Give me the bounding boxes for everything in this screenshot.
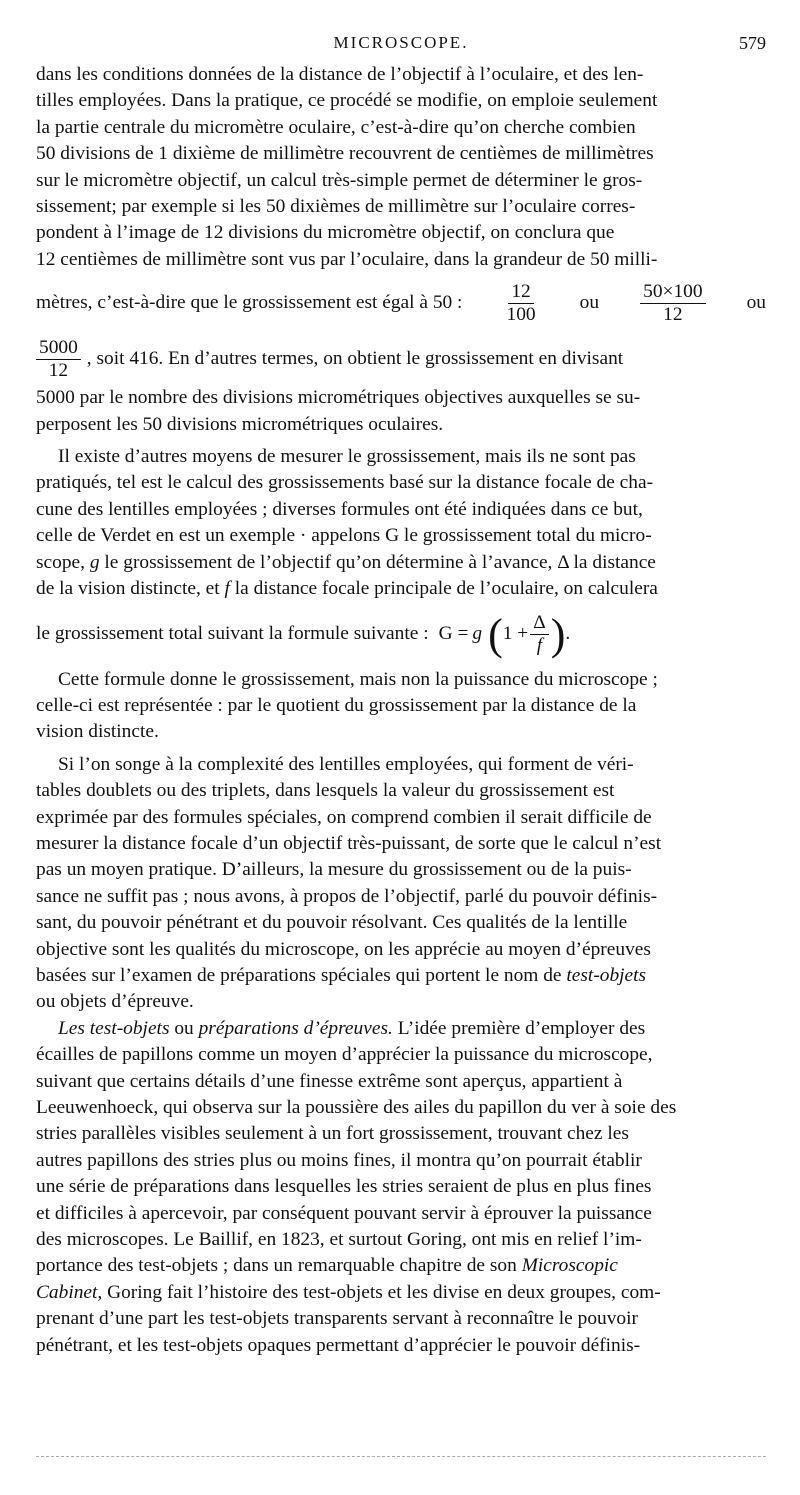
text-line: Il existe d’autres moyens de mesurer le grossissement, mais ils ne sont pas <box>58 446 636 468</box>
text-line: pénétrant, et les test-objets opaques permettant d’apprécier le pouvoir définis- <box>36 1334 641 1356</box>
fraction-denominator: 12 <box>663 303 683 325</box>
fraction-5000-over-12 <box>36 337 81 382</box>
page-number: 579 <box>739 33 766 53</box>
text-line: , soit 416. En d’autres termes, on obtient le grossissement en divisant <box>86 348 624 370</box>
text-span: ou <box>174 1017 194 1039</box>
text-span: scope, <box>36 551 85 573</box>
conjunction-text: ou <box>579 292 600 314</box>
text-line: tables doublets ou des triplets, dans lesquels la valeur du grossissement est <box>36 780 615 802</box>
italic-title: Microscopic <box>521 1255 618 1277</box>
equation-line <box>36 273 766 333</box>
text-line <box>36 576 766 602</box>
text-line: 50 divisions de 1 dixième de millimètre recouvrent de centièmes de millimètres <box>36 143 654 165</box>
text-line: des microscopes. Le Baillif, en 1823, et surtout Goring, ont mis en relief l’im- <box>36 1229 642 1251</box>
fraction-5000-over-12-product <box>640 281 705 326</box>
running-title: MICROSCOPE. <box>333 33 469 52</box>
italic-term: test-objets <box>566 964 647 986</box>
section-heading-italic: préparations d’épreuves. <box>198 1017 393 1039</box>
text-line <box>36 550 766 576</box>
text-line: dans les conditions données de la distance de l’objectif à l’oculaire, et des len- <box>36 64 644 85</box>
paragraph-4 <box>36 752 766 1016</box>
paragraph-1 <box>36 62 766 438</box>
text-line: perposent les 50 divisions micrométriques oculaires. <box>36 413 444 435</box>
text-line: Si l’on songe à la complexité des lentilles employées, qui forment de véri- <box>58 753 634 775</box>
text-span: basées sur l’examen de préparations spéciales qui portent le nom de <box>36 964 562 986</box>
formula-fraction <box>530 612 548 657</box>
text-line: mètres, c’est-à-dire que le grossissement est égal à 50 : <box>36 292 463 314</box>
text-span: L’idée première d’employer des <box>397 1017 646 1039</box>
text-line: prenant d’une part les test-objets transparents servant à reconnaître le pouvoir <box>36 1308 638 1330</box>
variable-delta: Δ <box>557 551 569 573</box>
close-paren-symbol: ) <box>550 609 566 659</box>
text-line <box>36 1016 766 1042</box>
variable-g: g <box>89 551 100 573</box>
text-line: celle de Verdet en est un exemple · appelons G le grossissement total du micro- <box>36 525 652 547</box>
text-span: le grossissement de l’objectif qu’on détermine à l’avance, <box>104 551 553 573</box>
text-span: de la vision distincte, et <box>36 578 220 600</box>
bottom-rule <box>36 1456 766 1458</box>
text-line: pas un moyen pratique. D’ailleurs, la mesure du grossissement ou de la puis- <box>36 859 632 881</box>
fraction-numerator: Δ <box>530 612 548 635</box>
text-line: sance ne suffit pas ; nous avons, à propos de l’objectif, parlé du pouvoir définis- <box>36 885 658 907</box>
text-span: la distance <box>573 551 656 573</box>
text-span: portance des test-objets ; dans un remarquable chapitre de son <box>36 1255 517 1277</box>
equation-line <box>36 333 766 385</box>
fraction-numerator: 50×100 <box>640 281 705 304</box>
italic-title: Cabinet, <box>36 1281 103 1303</box>
paragraph-2 <box>36 444 766 666</box>
text-line: pondent à l’image de 12 divisions du micromètre objectif, on conclura que <box>36 222 615 244</box>
fraction-numerator: 12 <box>508 281 533 304</box>
formula-lhs: G = <box>438 623 469 645</box>
text-line: sur le micromètre objectif, un calcul très-simple permet de déterminer le gros- <box>36 169 643 191</box>
text-line: vision distincte. <box>36 721 159 743</box>
text-line: stries parallèles visibles seulement à un fort grossissement, trouvant chez les <box>36 1123 629 1145</box>
text-span: le grossissement total suivant la formule suivante : <box>36 623 429 645</box>
fraction-numerator: 5000 <box>36 337 81 360</box>
formula-period: . <box>565 623 571 645</box>
text-span: la distance focale principale de l’oculaire, on calculera <box>234 578 658 600</box>
text-line: tilles employées. Dans la pratique, ce procédé se modifie, on emploie seulement <box>36 90 658 112</box>
text-line: sant, du pouvoir pénétrant et du pouvoir résolvant. Ces qualités de la lentille <box>36 912 628 934</box>
text-span: Goring fait l’histoire des test-objets et les divise en deux groupes, com- <box>107 1281 661 1303</box>
text-line: objective sont les qualités du microscope, on les apprécie au moyen d’épreuves <box>36 938 651 960</box>
formula-one-plus: 1 + <box>502 623 529 645</box>
fraction-denominator: 100 <box>506 303 536 325</box>
text-line: autres papillons des stries plus ou moins fines, il montra qu’on pourrait établir <box>36 1149 642 1171</box>
formula-variable-g: g <box>472 623 483 645</box>
text-line: 5000 par le nombre des divisions micrométriques objectives auxquelles se su- <box>36 387 641 409</box>
text-line: 12 centièmes de millimètre sont vus par l’oculaire, dans la grandeur de 50 milli- <box>36 248 658 270</box>
page-body <box>36 62 766 1359</box>
text-line: mesurer la distance focale d’un objectif très-puissant, de sorte que le calcul n’est <box>36 832 662 854</box>
text-line: la partie centrale du micromètre oculaire, c’est-à-dire qu’on cherche combien <box>36 116 636 138</box>
text-line <box>36 1280 766 1306</box>
text-line: écailles de papillons comme un moyen d’apprécier la puissance du microscope, <box>36 1044 653 1066</box>
text-line: une série de préparations dans lesquelles les stries seraient de plus en plus fines <box>36 1176 652 1198</box>
paragraph-5 <box>36 1016 766 1359</box>
text-line: exprimée par des formules spéciales, on comprend combien il serait difficile de <box>36 806 652 828</box>
text-line: celle-ci est représentée : par le quotient du grossissement par la distance de la <box>36 694 637 716</box>
variable-f: f <box>224 578 230 600</box>
text-line: cune des lentilles employées ; diverses formules ont été indiquées dans ce but, <box>36 498 643 520</box>
fraction-12-over-100 <box>504 281 539 326</box>
text-line: Leeuwenhoeck, qui observa sur la poussière des ailes du papillon du ver à soie des <box>36 1097 677 1118</box>
conjunction-text: ou <box>746 292 766 314</box>
text-line: pratiqués, tel est le calcul des grossissements basé sur la distance focale de cha- <box>36 472 654 494</box>
formula-line <box>36 603 766 667</box>
text-line <box>36 963 766 989</box>
open-paren-symbol: ( <box>488 609 503 659</box>
text-line: ou objets d’épreuve. <box>36 991 194 1013</box>
running-header <box>36 30 766 56</box>
fraction-denominator: f <box>536 635 543 656</box>
text-line: Cette formule donne le grossissement, mais non la puissance du microscope ; <box>58 668 658 690</box>
paragraph-3 <box>36 667 766 746</box>
section-heading-italic: Les test-objets <box>58 1017 170 1039</box>
text-line: et difficiles à apercevoir, par conséquent pouvant servir à éprouver la puissance <box>36 1202 652 1224</box>
text-line <box>36 1253 766 1279</box>
text-line: sissement; par exemple si les 50 dixièmes de millimètre sur l’oculaire corres- <box>36 196 636 218</box>
fraction-denominator: 12 <box>48 359 69 381</box>
text-line: suivant que certains détails d’une finesse extrême sont aperçus, appartient à <box>36 1070 623 1092</box>
